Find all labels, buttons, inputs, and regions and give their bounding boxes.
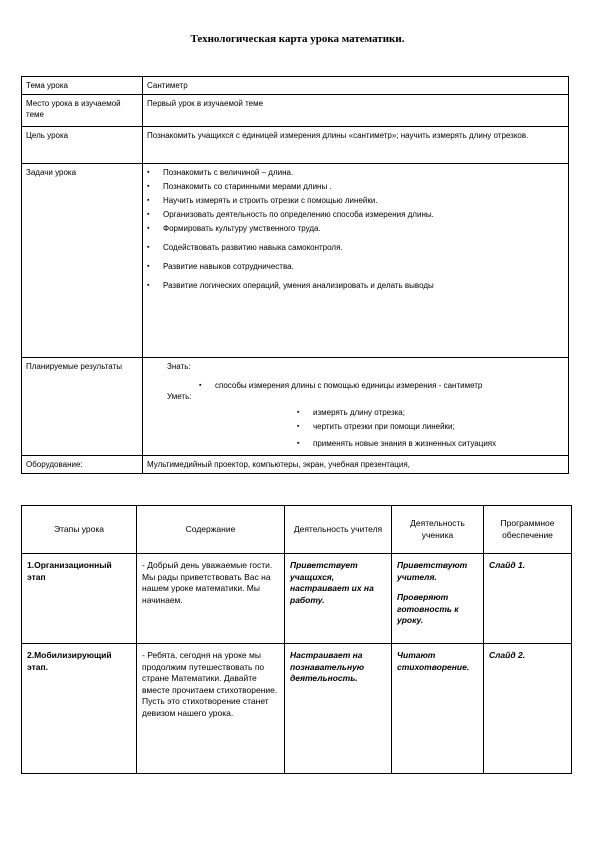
table-row [22,358,569,456]
table-row [22,554,572,644]
list-item: ▪ Познакомить со старинными мерами длины . [147,181,564,192]
lesson-stages-table [21,505,572,774]
list-item: ▪ Познакомить с величиной – длина. [147,167,564,178]
stage-cell: 1.Организационный этап [22,554,137,644]
stage-cell: 2.Мобилизирующий этап. [22,644,137,774]
lesson-info-table [21,76,569,474]
table-row [22,456,569,474]
student-activity-line: Приветствуют учителя. [397,560,468,582]
know-list [199,380,564,391]
table-row [22,644,572,774]
place-value: Первый урок в изучаемой теме [143,95,569,127]
table-row [22,95,569,127]
column-header: Этапы урока [22,506,137,554]
table-row [22,127,569,164]
list-item: ▪ способы измерения длины с помощью единицы измерения - сантиметр [199,380,564,391]
list-item: ▪ Организовать деятельность по определению способа измерения длины. [147,209,564,220]
list-item: ▪ Содействовать развитию навыка самоконтроля. [147,242,564,253]
tasks-list [147,167,564,291]
tasks-cell [143,164,569,358]
table-row [22,77,569,95]
document-title: Технологическая карта урока математики. [190,33,405,45]
column-header: Деятельность ученика [392,506,484,554]
student-activity-line: Проверяют готовность к уроку. [397,592,459,625]
column-header: Деятельность учителя [285,506,392,554]
results-label: Планируемые результаты [22,358,143,456]
results-cell [143,358,569,456]
know-label: Знать: [167,362,191,371]
software-cell: Слайд 1. [484,554,572,644]
table-row [22,164,569,358]
teacher-activity-cell: Приветствует учащихся, настраивает их на работу. [285,554,392,644]
goal-value: Познакомить учащихся с единицей измерения длины «сантиметр»; научить измерять длину отрезков. [143,127,569,164]
content-cell: - Добрый день уважаемые гости. Мы рады приветствовать Вас на нашем уроке математики. Мы начинаем. [137,554,285,644]
place-label: Место урока в изучаемой теме [22,95,143,127]
tasks-label: Задачи урока [22,164,143,358]
can-list [297,407,564,449]
student-activity-line: Читают стихотворение. [397,650,470,672]
list-item: ▪ Развитие логических операций, умения анализировать и делать выводы [147,280,564,291]
list-item: ▪ Формировать культуру умственного труда. [147,223,564,234]
student-activity-cell [392,554,484,644]
column-header: Программное обеспечение [484,506,572,554]
list-item: ▪ Развитие навыков сотрудничества. [147,261,564,272]
column-header: Содержание [137,506,285,554]
list-item: ▪ измерять длину отрезка; [297,407,564,418]
equipment-label: Оборудование: [22,456,143,474]
list-item: ▪ чертить отрезки при помощи линейки; [297,421,564,432]
topic-value: Сантиметр [143,77,569,95]
list-item: ▪ Научить измерять и строить отрезки с помощью линейки. [147,195,564,206]
goal-label: Цель урока [22,127,143,164]
student-activity-cell [392,644,484,774]
can-label: Уметь: [167,392,192,401]
software-cell: Слайд 2. [484,644,572,774]
topic-label: Тема урока [22,77,143,95]
list-item: ▪ применять новые знания в жизненных ситуациях [297,438,564,449]
teacher-activity-cell: Настраивает на познавательную деятельность. [285,644,392,774]
equipment-value: Мультимедийный проектор, компьютеры, экран, учебная презентация, [143,456,569,474]
content-cell: - Ребята, сегодня на уроке мы продолжим путешествовать по стране Математики. Давайте вместе прочитаем стихотворение. Пусть это стихотворение станет девизом нашего урока. [137,644,285,774]
table-header-row [22,506,572,554]
